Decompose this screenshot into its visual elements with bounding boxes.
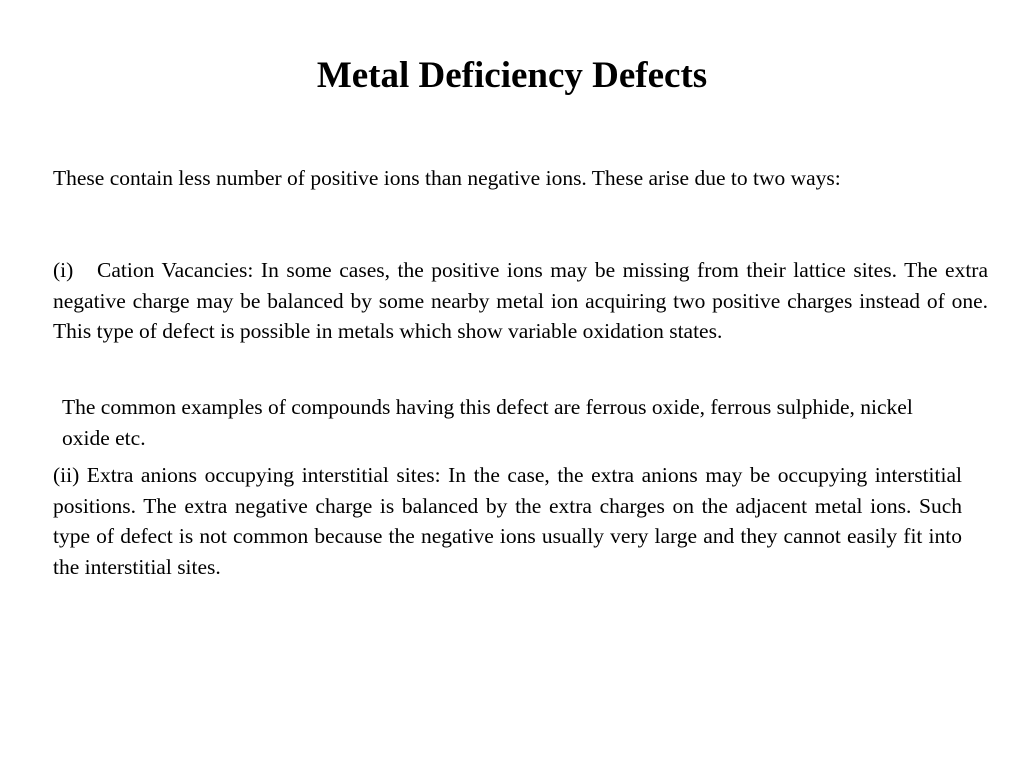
item-marker: (i) [53, 258, 74, 282]
examples-paragraph: The common examples of compounds having this defect are ferrous oxide, ferrous sulphide, nickel oxide etc. [62, 395, 913, 450]
item-cation-vacancies [53, 255, 988, 347]
item-text: Cation Vacancies: In some cases, the positive ions may be missing from their lattice sites. The extra negative charge may be balanced by some nearby metal ion acquiring two positive charges instead of one. This type of defect is possible in metals which show variable oxidation states. [53, 258, 988, 343]
slide-title: Metal Deficiency Defects [316, 55, 708, 96]
intro-paragraph: These contain less number of positive ions than negative ions. These arise due to two ways: [53, 166, 841, 190]
item-extra-anions: (ii) Extra anions occupying interstitial sites: In the case, the extra anions may be occupying interstitial positions. The extra negative charge is balanced by the extra charges on the adjacent metal ions. Such type of defect is not common because the negative ions usually very large and they cannot easily fit into the interstitial sites. [53, 463, 962, 579]
